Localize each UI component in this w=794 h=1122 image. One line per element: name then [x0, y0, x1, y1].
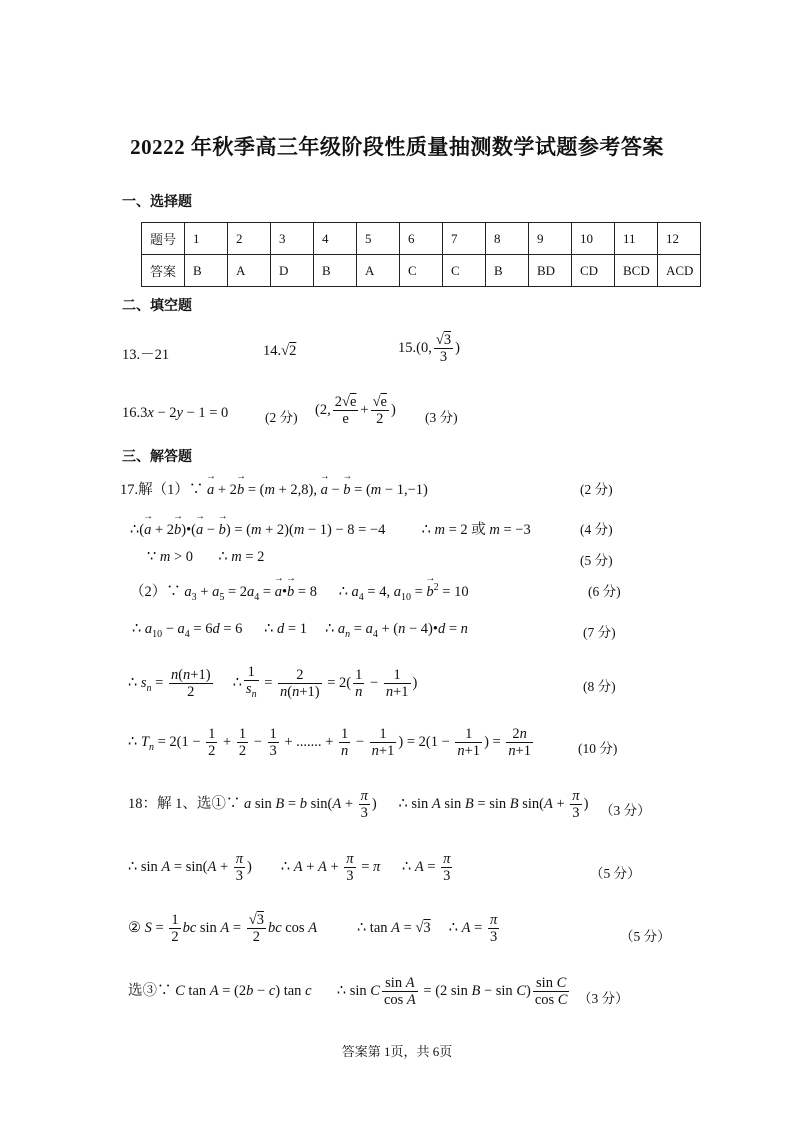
table-cell: C	[400, 255, 443, 287]
score: （5 分）	[590, 866, 641, 881]
table-cell: 12	[658, 223, 701, 255]
table-cell: 2	[228, 223, 271, 255]
score: (8 分)	[583, 679, 616, 694]
table-cell: 10	[572, 223, 615, 255]
row-label: 题号	[142, 223, 185, 255]
table-cell: 1	[185, 223, 228, 255]
table-cell: 11	[615, 223, 658, 255]
section-solution-heading: 三、解答题	[122, 450, 192, 465]
table-cell: A	[357, 255, 400, 287]
score: (4 分)	[580, 522, 613, 537]
score: (2 分)	[265, 410, 298, 425]
table-cell: 8	[486, 223, 529, 255]
table-cell: ACD	[658, 255, 701, 287]
p18-line4: 选③∵ C tan A = (2b − c) tan c ∴ sin C $\frac{\text{sin A}}{\text{cos A}}$ = (2 sin B − sin C) $\frac{\text{sin C}}{\text{cos C}}$	[128, 975, 568, 1008]
table-row	[142, 255, 701, 287]
p18-line1: 18：解 1、选①∵ a sin B = b sin(A + $\frac{\pi}{3}$ ) ∴ sin A sin B = sin B sin(A + $\frac{\pi}{3}$ )	[128, 788, 589, 821]
table-cell: 5	[357, 223, 400, 255]
section-fill-heading: 二、填空题	[122, 299, 192, 314]
table-cell: 9	[529, 223, 572, 255]
table-cell: B	[185, 255, 228, 287]
table-cell: C	[443, 255, 486, 287]
p18-line2: ∴ sin A = sin(A + $\frac{\pi}{3}$ ) ∴ A + A + $\frac{\pi}{3}$ = π ∴ A = $\frac{\pi}{3}$	[128, 851, 451, 884]
table-cell: 7	[443, 223, 486, 255]
table-cell: BD	[529, 255, 572, 287]
q15-answer: 15.(0, $\frac{√3}{3}$ )	[398, 332, 460, 365]
p17-line6: ∴ $s_n$ = $\frac{n(n+1)}{2}$ ∴ $\frac{1}{s_n}$ = $\frac{2}{n(n+1)}$ = 2( $\frac{1}{n}$ − $\frac{1}{n+1}$ )	[128, 664, 418, 700]
table-cell: B	[486, 255, 529, 287]
table-cell: 6	[400, 223, 443, 255]
table-cell: B	[314, 255, 357, 287]
p18-line3: ② S = $\frac{1}{2}$ bc sin A = $\frac{√3}{2}$ bc cos A ∴ tan A = √3 ∴ A = $\frac{\pi}{3}$	[128, 912, 498, 945]
score: (6 分)	[588, 584, 621, 599]
score: （5 分）	[620, 929, 671, 944]
page-title: 20222 年秋季高三年级阶段性质量抽测数学试题参考答案	[130, 135, 664, 159]
q13-answer: 13.－21	[122, 347, 170, 363]
score: (10 分)	[578, 741, 618, 756]
section-choice-heading: 一、选择题	[122, 195, 192, 210]
score: (2 分)	[580, 482, 613, 497]
score: (3 分)	[425, 410, 458, 425]
p17-line4: （2）∵ $a_3 + a_5 = 2a_4$ = → a•→ b = 8 ∴ $a_4 = 4$, $a_{10}$ = → $b^2 = 10$	[130, 580, 469, 603]
table-cell: BCD	[615, 255, 658, 287]
page-footer: 答案第 1页，共 6页	[341, 1044, 453, 1059]
score: (5 分)	[580, 553, 613, 568]
table-row	[142, 223, 701, 255]
table-cell: A	[228, 255, 271, 287]
p17-line5: ∴ $a_{10} - a_4 = 6d = 6$ ∴ d = 1 ∴ $a_n = a_4 + (n$ − 4)•d = n	[132, 621, 468, 640]
score: （3 分）	[600, 803, 651, 818]
row-label: 答案	[142, 255, 185, 287]
q16-answer-point: (2, $\frac{2√e}{e}$ + $\frac{√e}{2}$ )	[315, 394, 396, 427]
table-cell: CD	[572, 255, 615, 287]
table-cell: 3	[271, 223, 314, 255]
p17-line2: ∴(→ a + 2→ b)•(→ a − → b) = (m + 2)(m − 1) − 8 = −4 ∴ m = 2 或 m = −3	[130, 518, 531, 539]
q14-answer: 14.√2	[263, 343, 297, 359]
p17-line3: ∵ m > 0 ∴ m = 2	[147, 549, 265, 565]
table-cell: D	[271, 255, 314, 287]
q16-answer: 16.3x − 2y − 1 = 0	[122, 405, 229, 421]
score: （3 分）	[578, 991, 629, 1006]
score: (7 分)	[583, 625, 616, 640]
table-cell: 4	[314, 223, 357, 255]
p17-line7: ∴ $T_n = 2(1$ − $\frac{1}{2}$ + $\frac{1}{2}$ − $\frac{1}{3}$ + ....... + $\frac{1}{n}$ − $\frac{1}{n+1}$ ) = 2(1 − $\frac{1}{n+1}$ ) = $\frac{2n}{n+1}$	[128, 726, 532, 759]
p17-line1: 17.解（1）∵ → a + 2→ b = (m + 2,8), → a − → b = (m − 1,−1)	[120, 478, 428, 499]
answer-table	[141, 222, 701, 287]
